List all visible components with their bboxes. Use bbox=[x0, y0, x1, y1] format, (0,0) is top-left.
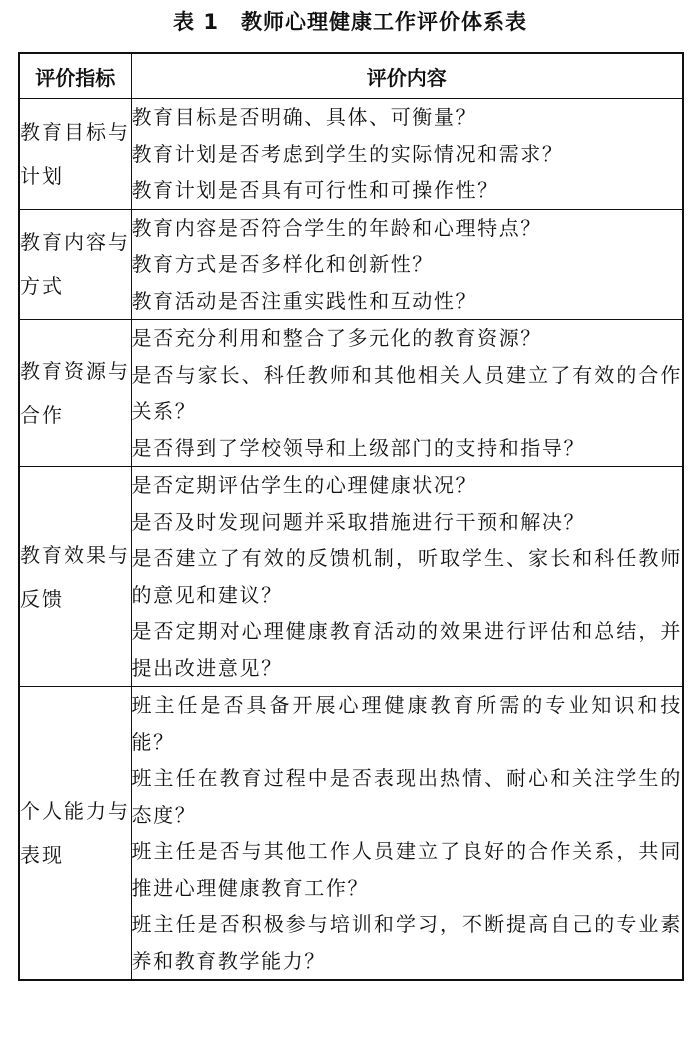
evaluation-table bbox=[18, 52, 684, 981]
content-item: 班主任是否与其他工作人员建立了良好的合作关系，共同推进心理健康教育工作？ bbox=[131, 839, 682, 900]
table-title: 教师心理健康工作评价体系表 bbox=[240, 10, 527, 34]
content-item: 是否定期对心理健康教育活动的效果进行评估和总结，并提出改进意见？ bbox=[131, 619, 682, 680]
content-cell bbox=[131, 99, 683, 210]
indicator-cell: 教育效果与反馈 bbox=[19, 467, 131, 687]
table-row bbox=[19, 99, 683, 210]
content-cell bbox=[131, 320, 683, 467]
content-item: 教育活动是否注重实践性和互动性？ bbox=[131, 288, 478, 313]
table-row bbox=[19, 320, 683, 467]
content-cell bbox=[131, 687, 683, 981]
table-row bbox=[19, 467, 683, 687]
indicator-cell: 教育资源与合作 bbox=[19, 320, 131, 467]
content-item: 是否建立了有效的反馈机制，听取学生、家长和科任教师的意见和建议？ bbox=[131, 546, 682, 607]
header-row bbox=[19, 53, 683, 99]
content-item: 是否得到了学校领导和上级部门的支持和指导？ bbox=[131, 435, 586, 460]
content-item: 是否及时发现问题并采取措施进行干预和解决？ bbox=[131, 509, 586, 534]
header-content: 评价内容 bbox=[131, 53, 683, 99]
content-item: 班主任是否具备开展心理健康教育所需的专业知识和技能？ bbox=[131, 693, 682, 754]
table-row bbox=[19, 209, 683, 320]
content-item: 教育计划是否具有可行性和可操作性？ bbox=[131, 178, 499, 202]
content-item: 教育计划是否考虑到学生的实际情况和需求？ bbox=[131, 141, 564, 166]
content-cell bbox=[131, 467, 683, 687]
header-indicator: 评价指标 bbox=[19, 53, 131, 99]
content-cell bbox=[131, 209, 683, 320]
content-item: 是否定期评估学生的心理健康状况？ bbox=[131, 473, 478, 497]
indicator-cell: 个人能力与表现 bbox=[19, 687, 131, 981]
indicator-cell: 教育目标与计划 bbox=[19, 99, 131, 210]
table-number: 表 1 bbox=[173, 10, 219, 34]
indicator-cell: 教育内容与方式 bbox=[19, 209, 131, 320]
table-row bbox=[19, 687, 683, 981]
content-item: 是否充分利用和整合了多元化的教育资源？ bbox=[131, 326, 542, 350]
content-item: 班主任在教育过程中是否表现出热情、耐心和关注学生的态度？ bbox=[131, 766, 682, 827]
content-item: 教育内容是否符合学生的年龄和心理特点？ bbox=[131, 215, 542, 240]
content-item: 教育目标是否明确、具体、可衡量？ bbox=[131, 105, 478, 129]
content-item: 班主任是否积极参与培训和学习，不断提高自己的专业素养和教育教学能力？ bbox=[131, 912, 682, 973]
content-item: 教育方式是否多样化和创新性？ bbox=[131, 252, 434, 276]
content-item: 是否与家长、科任教师和其他相关人员建立了有效的合作关系？ bbox=[131, 362, 682, 423]
table-caption bbox=[0, 0, 700, 44]
